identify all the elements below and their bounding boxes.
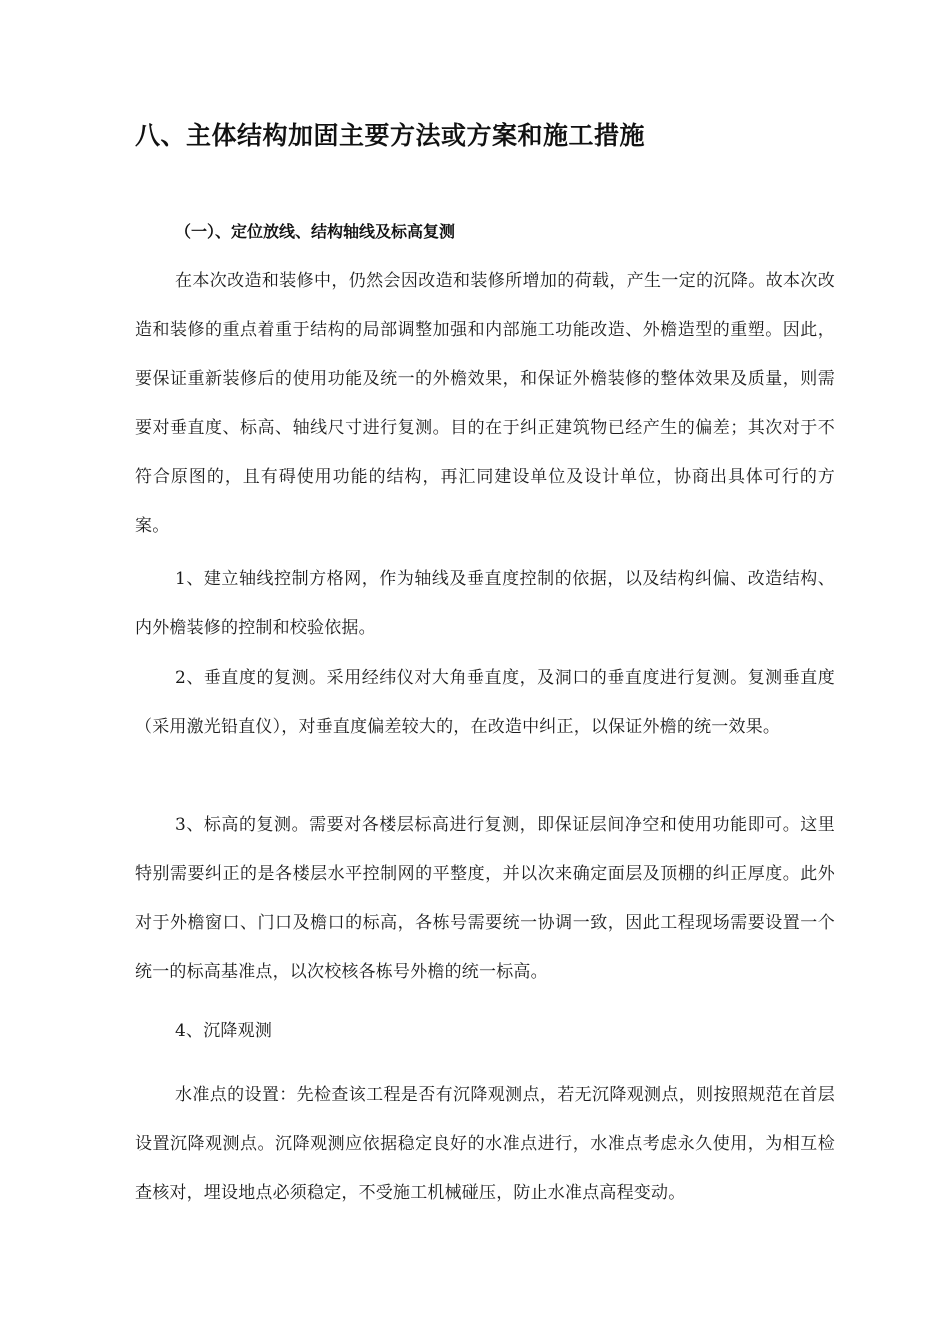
paragraph-item-3: 3、标高的复测。需要对各楼层标高进行复测，即保证层间净空和使用功能即可。这里特别需要纠正的是各楼层水平控制网的平整度，并以次来确定面层及顶棚的纠正厚度。此外对于外檐窗口、门口及檐口的标高，各栋号需要统一协调一致，因此工程现场需要设置一个统一的标高基准点，以次校核各栋号外檐的统一标高。 (135, 815, 835, 982)
paragraph-item-1: 1、建立轴线控制方格网，作为轴线及垂直度控制的依据，以及结构纠偏、改造结构、内外檐装修的控制和校验依据。 (135, 569, 835, 638)
paragraph-benchmark: 水准点的设置：先检查该工程是否有沉降观测点，若无沉降观测点，则按照规范在首层设置沉降观测点。沉降观测应依据稳定良好的水准点进行，水准点考虑永久使用，为相互检查核对，埋设地点必须稳定，不受施工机械碰压，防止水准点高程变动。 (135, 1085, 835, 1203)
paragraph-item-2: 2、垂直度的复测。采用经纬仪对大角垂直度，及洞口的垂直度进行复测。复测垂直度（采用激光铅直仪），对垂直度偏差较大的，在改造中纠正，以保证外檐的统一效果。 (135, 668, 835, 737)
page-title: 八、主体结构加固主要方法或方案和施工措施 (135, 121, 646, 150)
section-heading: （一）、定位放线、结构轴线及标高复测 (175, 222, 456, 241)
paragraph-item-4: 4、沉降观测 (175, 1021, 273, 1041)
paragraph-intro: 在本次改造和装修中，仍然会因改造和装修所增加的荷载，产生一定的沉降。故本次改造和装修的重点着重于结构的局部调整加强和内部施工功能改造、外檐造型的重塑。因此，要保证重新装修后的使用功能及统一的外檐效果，和保证外檐装修的整体效果及质量，则需要对垂直度、标高、轴线尺寸进行复测。目的在于纠正建筑物已经产生的偏差；其次对于不符合原图的，且有碍使用功能的结构，再汇同建设单位及设计单位，协商出具体可行的方案。 (135, 271, 835, 536)
